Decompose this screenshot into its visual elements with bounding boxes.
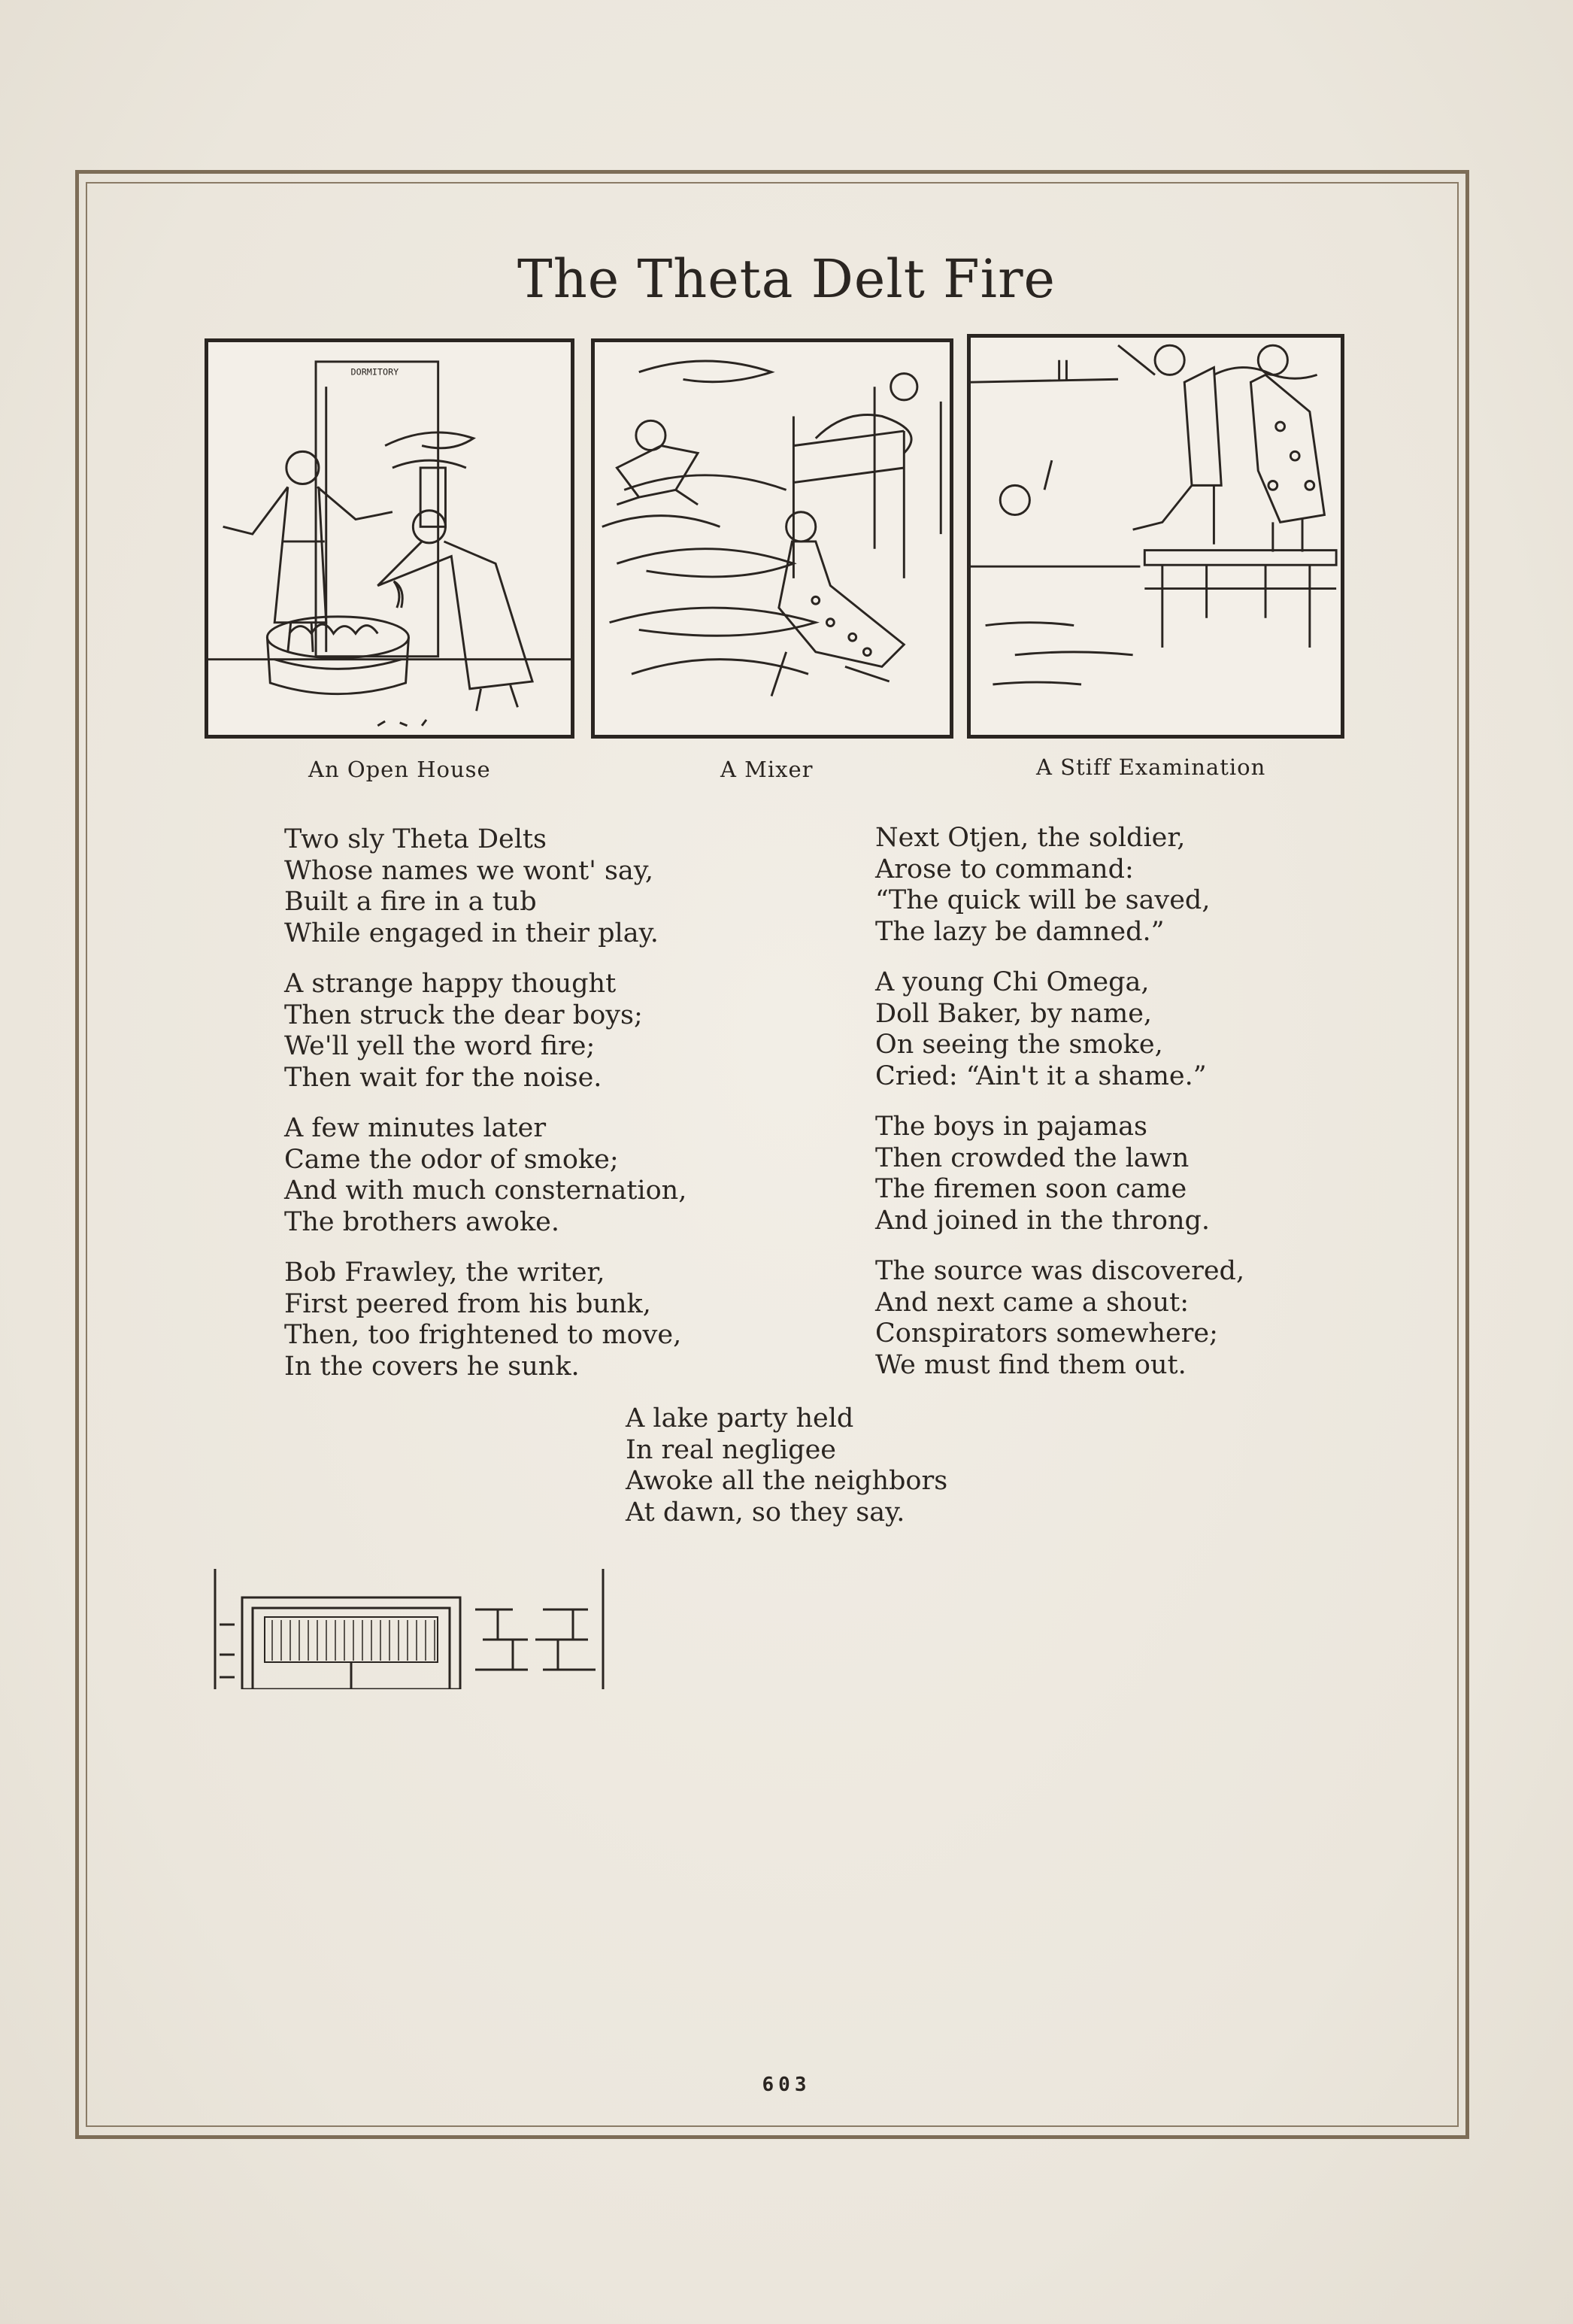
cartoon-reading-window-art [212,1564,606,1689]
panel-stiff-examination [967,334,1344,739]
verse-line: Then, too frightened to move, [284,1320,682,1350]
verse-line: The source was discovered, [875,1256,1245,1286]
verse-line: Then crowded the lawn [875,1142,1190,1173]
verse-line: In the covers he sunk. [284,1351,580,1382]
verse-line: Then struck the dear boys; [284,1000,643,1030]
verse-line: Conspirators somewhere; [875,1318,1218,1349]
verse-line: Cried: “Ain't it a shame.” [875,1060,1207,1091]
verse-line: The lazy be damned.” [875,916,1165,947]
stanza-right-4 [875,1256,1244,1381]
verse-line: “The quick will be saved, [875,885,1211,915]
verse-line: Two sly Theta Delts [284,824,547,854]
verse-line: The brothers awoke. [284,1206,560,1237]
stanza-left-3 [284,1113,686,1238]
verse-line: The firemen soon came [875,1174,1187,1204]
stanza-left-2 [284,969,643,1094]
verse-line: Whose names we wont' say, [284,855,654,886]
dormitory-sign: DORMITORY [350,366,399,378]
page-title: The Theta Delt Fire [517,248,1056,310]
stanza-right-1 [875,823,1210,948]
bottom-cartoon-kitchen [614,1545,884,1689]
verse-line: Arose to command: [875,854,1134,884]
stiff-examination-illustration [971,338,1341,735]
open-house-illustration [208,342,571,735]
verse-line: A strange happy thought [284,969,617,999]
verse-line: Built a fire in a tub [284,887,537,917]
verse-line: Next Otjen, the soldier, [875,823,1186,853]
verse-line: Then wait for the noise. [284,1062,602,1093]
verse-line: At dawn, so they say. [626,1497,905,1528]
caption-open-house: An Open House [308,757,491,782]
verse-line: First peered from his bunk, [284,1288,651,1319]
caption-stiff-examination: A Stiff Examination [1036,754,1266,780]
verse-line: The boys in pajamas [875,1112,1147,1142]
stanza-center [626,1403,947,1528]
reading-window-art [212,1564,606,1689]
verse-line: We'll yell the word fire; [284,1031,596,1061]
verse-line: A few minutes later [284,1113,547,1143]
stanza-left-4 [284,1258,681,1382]
verse-line: Awoke all the neighbors [626,1466,948,1496]
stanza-left-1 [284,824,659,949]
verse-line: A young Chi Omega, [875,967,1150,997]
panel-mixer [591,338,953,739]
stanza-right-3 [875,1112,1210,1236]
caption-mixer: A Mixer [720,757,814,782]
mixer-illustration [595,342,950,735]
verse-line: Doll Baker, by name, [875,998,1153,1029]
verse-line: A lake party held [626,1403,854,1434]
verse-line: Came the odor of smoke; [284,1144,619,1175]
verse-line: We must find them out. [875,1349,1187,1380]
verse-line: And next came a shout: [875,1287,1189,1318]
panel-open-house [205,338,574,739]
verse-line: While engaged in their play. [284,918,659,948]
page-number: 603 [762,2074,811,2096]
verse-line: In real negligee [626,1434,836,1465]
verse-line: And joined in the throng. [875,1205,1211,1236]
bottom-cartoon-examination [970,1573,1286,1689]
verse-line: On seeing the smoke, [875,1030,1163,1060]
verse-line: Bob Frawley, the writer, [284,1258,605,1288]
verse-line: And with much consternation, [284,1176,687,1206]
stanza-right-2 [875,967,1207,1092]
